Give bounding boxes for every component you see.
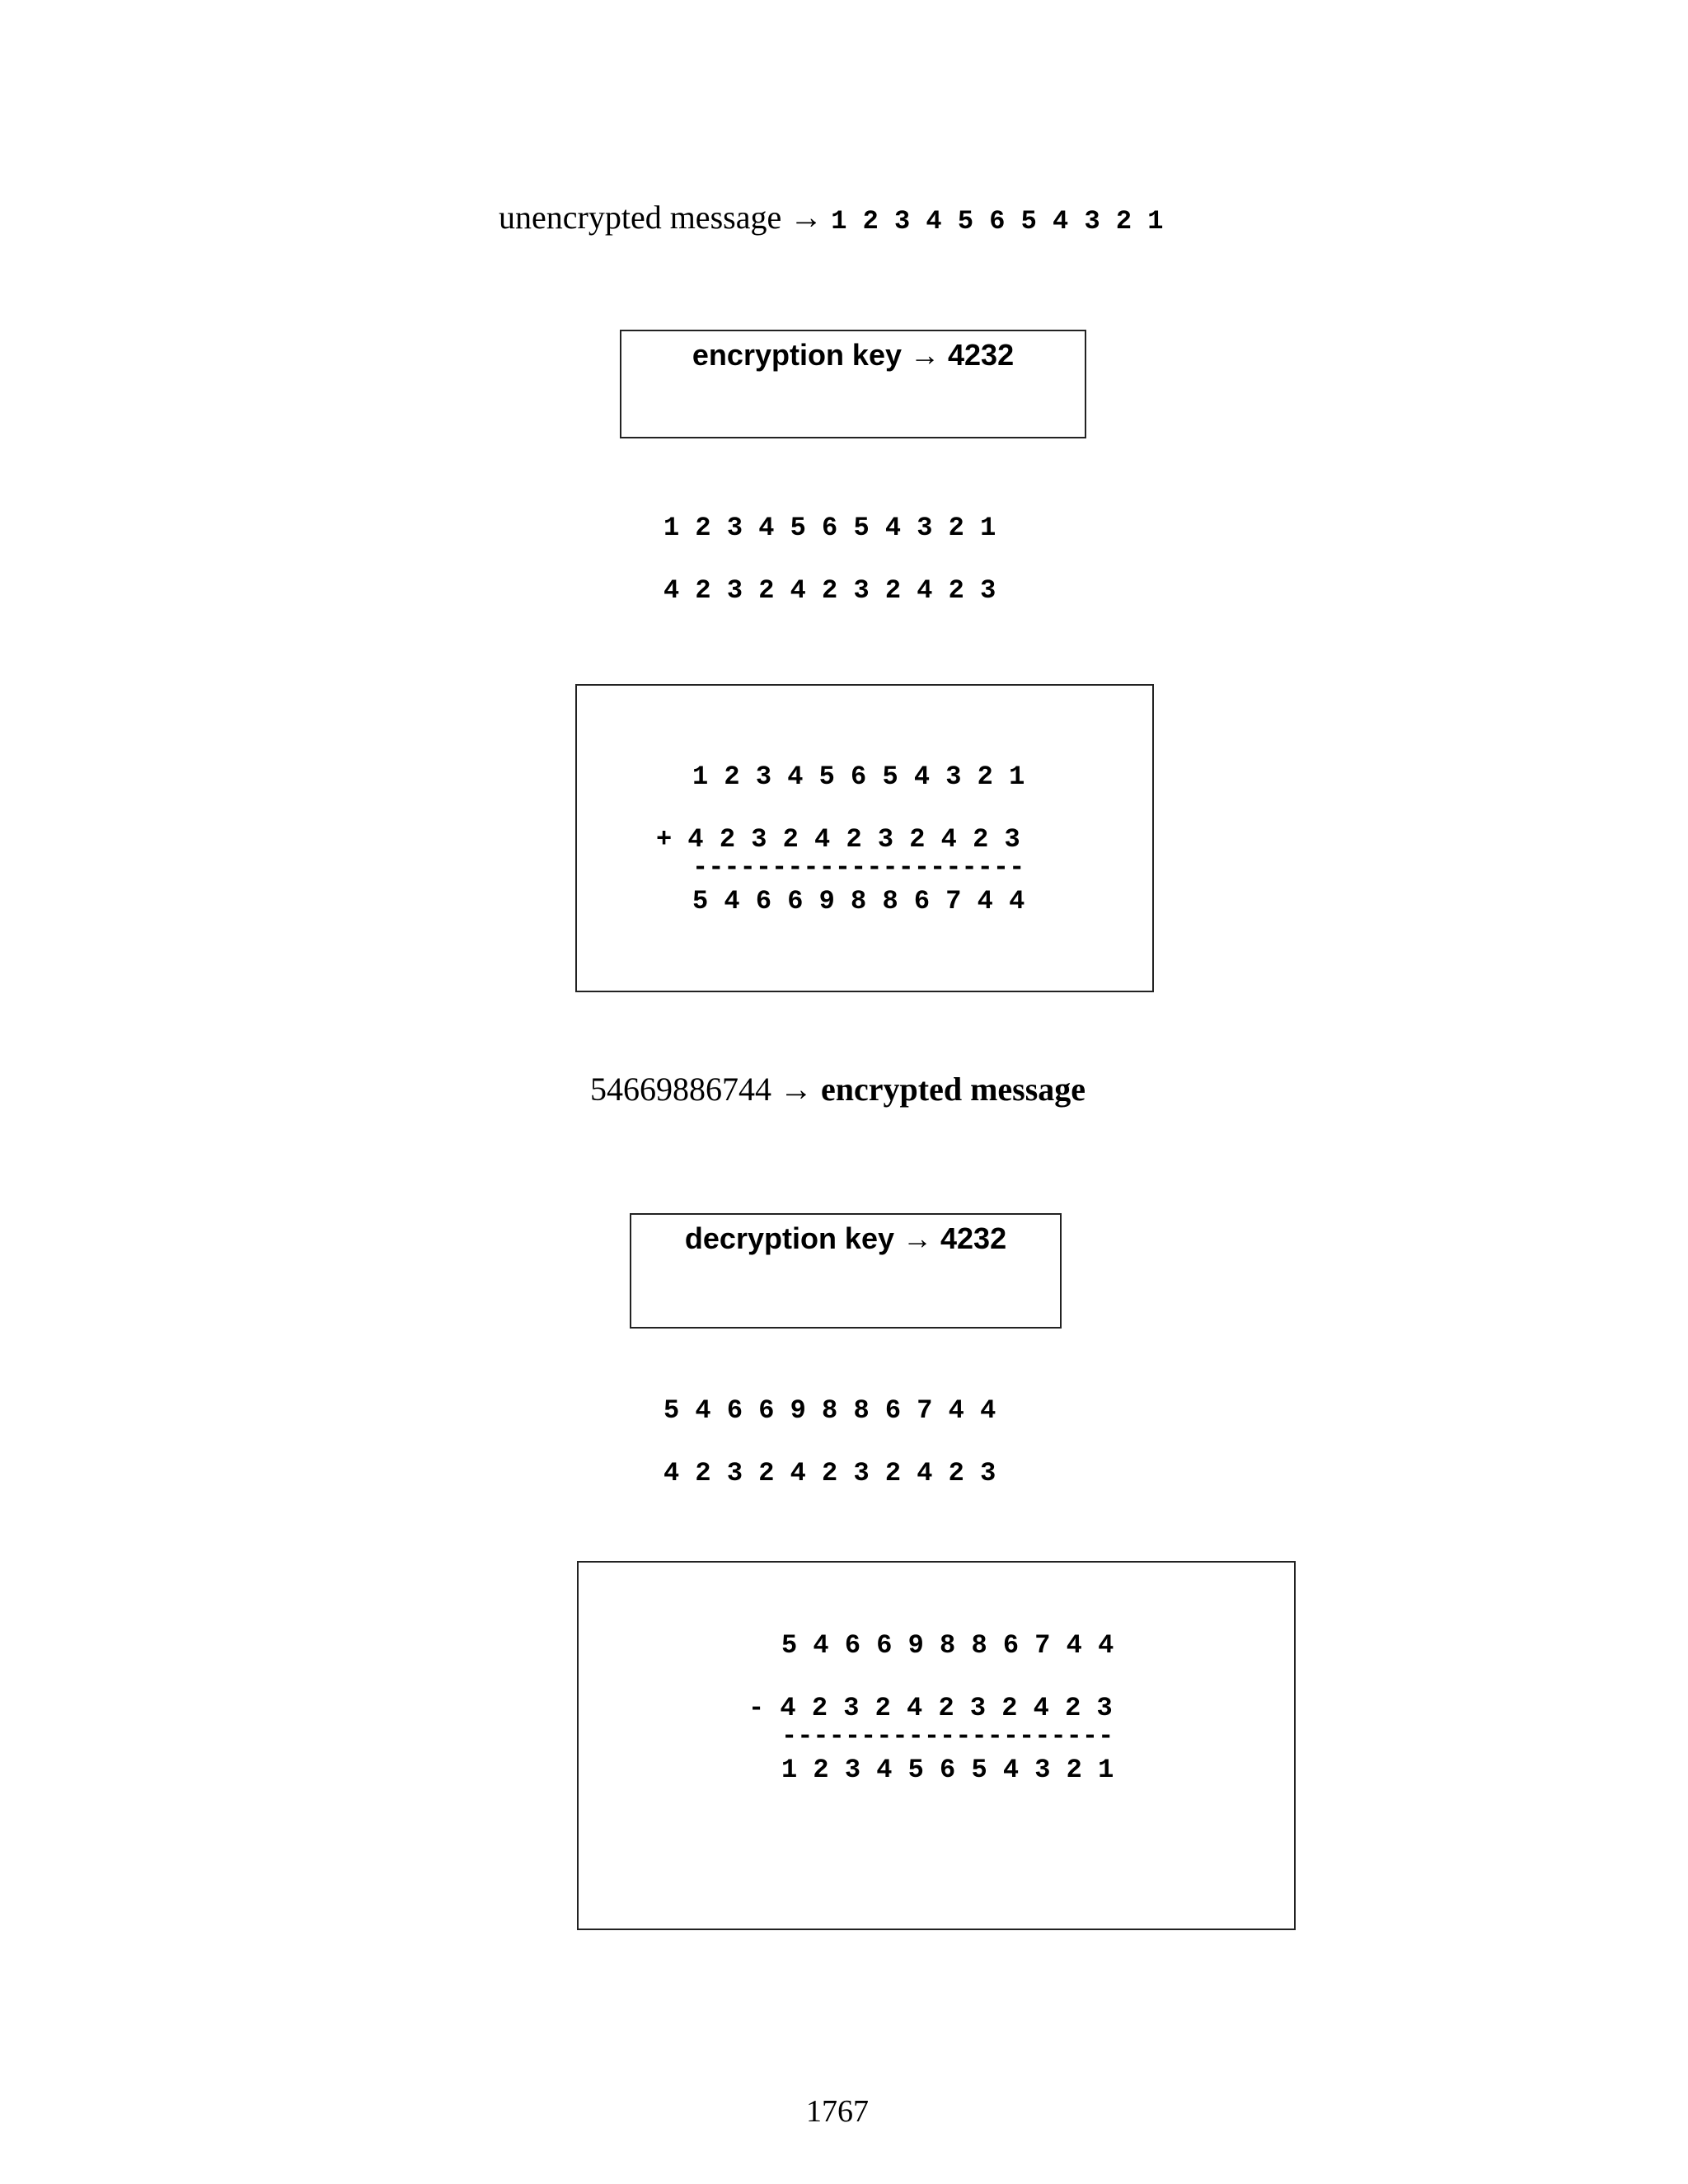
decryption-key-box bbox=[630, 1213, 1062, 1329]
encrypted-value: 54669886744 bbox=[590, 1071, 771, 1108]
subtraction-result: 1 2 3 4 5 6 5 4 3 2 1 bbox=[781, 1755, 1114, 1785]
enc-key-row: 4 2 3 2 4 2 3 2 4 2 3 bbox=[663, 575, 996, 606]
addition-result: 5 4 6 6 9 8 8 6 7 4 4 bbox=[692, 886, 1025, 916]
decryption-key-label: decryption key → 4232 bbox=[684, 1221, 1007, 1255]
subtraction-row-message: 5 4 6 6 9 8 8 6 7 4 4 bbox=[781, 1630, 1114, 1661]
arrow-icon: → bbox=[780, 1071, 813, 1108]
unencrypted-label: unencrypted message bbox=[499, 199, 782, 236]
unencrypted-message-line bbox=[499, 198, 1163, 237]
subtraction-rule: --------------------- bbox=[781, 1721, 1114, 1751]
addition-box bbox=[575, 684, 1154, 992]
addition-row-key: + 4 2 3 2 4 2 3 2 4 2 3 bbox=[656, 824, 1020, 855]
unencrypted-digits: 1 2 3 4 5 6 5 4 3 2 1 bbox=[831, 206, 1164, 237]
page-number: 1767 bbox=[806, 2094, 869, 2129]
addition-row-message: 1 2 3 4 5 6 5 4 3 2 1 bbox=[692, 762, 1025, 792]
dec-message-row: 5 4 6 6 9 8 8 6 7 4 4 bbox=[663, 1395, 996, 1426]
encryption-key-label: encryption key → 4232 bbox=[692, 338, 1015, 372]
encrypted-label: encrypted message bbox=[821, 1071, 1086, 1108]
subtraction-box bbox=[577, 1561, 1296, 1930]
encryption-key-box bbox=[620, 330, 1086, 438]
subtraction-row-key: - 4 2 3 2 4 2 3 2 4 2 3 bbox=[748, 1693, 1113, 1723]
enc-message-row: 1 2 3 4 5 6 5 4 3 2 1 bbox=[663, 513, 996, 543]
arrow-icon: → bbox=[790, 199, 823, 236]
encrypted-message-line bbox=[590, 1070, 1085, 1108]
dec-key-row: 4 2 3 2 4 2 3 2 4 2 3 bbox=[663, 1458, 996, 1488]
addition-rule: --------------------- bbox=[692, 852, 1025, 883]
